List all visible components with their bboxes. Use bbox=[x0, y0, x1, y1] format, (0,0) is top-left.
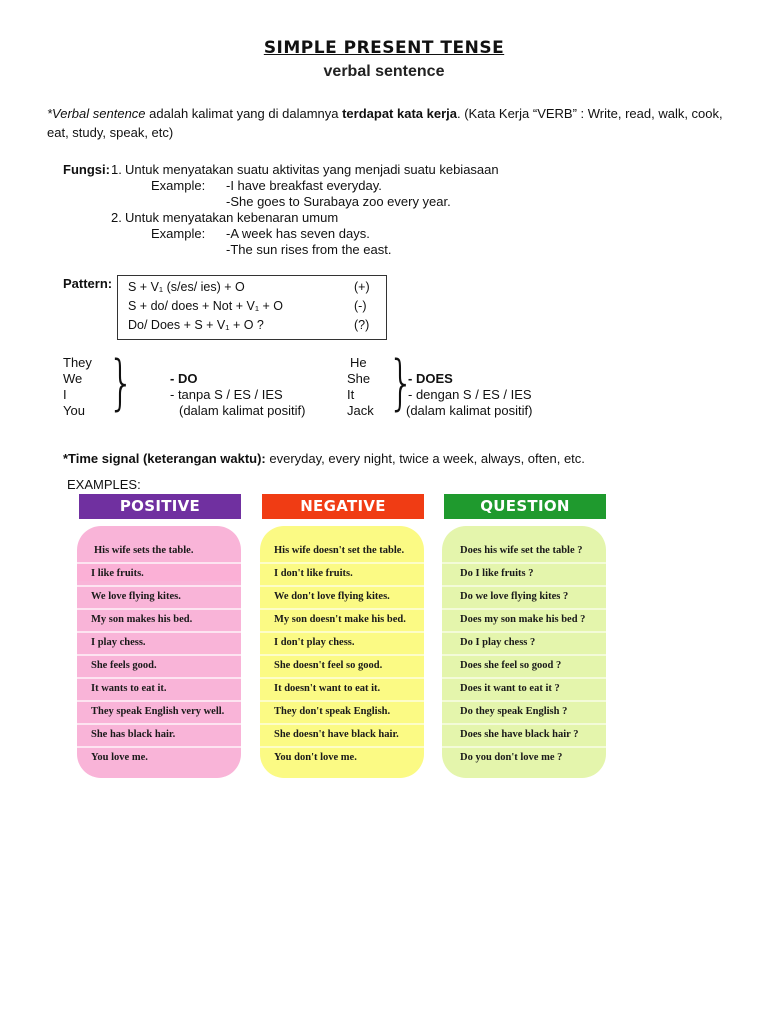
note-do: (dalam kalimat positif) bbox=[179, 403, 306, 418]
brace-icon: } bbox=[387, 348, 415, 418]
list-item: She doesn't have black hair. bbox=[260, 723, 424, 742]
page-title bbox=[0, 38, 768, 58]
fungsi-section bbox=[63, 162, 563, 262]
pattern-formula: S + do/ does + Not + V₁ + O bbox=[128, 299, 284, 313]
list-item: I play chess. bbox=[77, 631, 241, 650]
aux-do: - DO bbox=[170, 371, 198, 386]
fungsi-2-example-label: Example: bbox=[151, 226, 206, 241]
pattern-sign: (-) bbox=[354, 299, 367, 313]
subject: He bbox=[350, 355, 367, 370]
time-signal-label: *Time signal (keterangan waktu): bbox=[63, 451, 266, 466]
examples-label: EXAMPLES: bbox=[67, 477, 141, 492]
rule-do: - tanpa S / ES / IES bbox=[170, 387, 283, 402]
fungsi-1-number: 1. bbox=[111, 162, 122, 177]
list-item: Do they speak English ? bbox=[442, 700, 606, 719]
fungsi-1-example-1: -I have breakfast everyday. bbox=[226, 178, 382, 193]
subject: I bbox=[63, 387, 67, 402]
list-item: You love me. bbox=[77, 746, 241, 765]
fungsi-2-example-1: -A week has seven days. bbox=[226, 226, 370, 241]
list-item: My son doesn't make his bed. bbox=[260, 608, 424, 627]
list-item: I don't like fruits. bbox=[260, 562, 424, 581]
subject: Jack bbox=[347, 403, 374, 418]
aux-does: - DOES bbox=[408, 371, 453, 386]
pattern-sign: (?) bbox=[354, 318, 370, 332]
list-item: It wants to eat it. bbox=[77, 677, 241, 696]
subject: It bbox=[347, 387, 355, 402]
list-item: They speak English very well. bbox=[77, 700, 241, 719]
intro-text-2: . (Kata Kerja “VERB” : Write, read, walk, cook, eat, study, speak, etc) bbox=[47, 106, 723, 140]
pattern-formula: Do/ Does + S + V₁ + O ? bbox=[128, 318, 264, 332]
intro-text-1: adalah kalimat yang di dalamnya bbox=[145, 106, 343, 121]
list-item: Does it want to eat it ? bbox=[442, 677, 606, 696]
brace-icon: } bbox=[107, 348, 135, 418]
subject: They bbox=[63, 355, 92, 370]
negative-header: NEGATIVE bbox=[262, 494, 424, 519]
negative-column bbox=[262, 494, 424, 763]
do-rules bbox=[170, 371, 305, 419]
rule-does: - dengan S / ES / IES bbox=[408, 387, 532, 402]
subject: She bbox=[347, 371, 371, 386]
pronoun-group-do bbox=[63, 355, 92, 419]
list-item: She has black hair. bbox=[77, 723, 241, 742]
list-item: My son makes his bed. bbox=[77, 608, 241, 627]
page-subtitle: verbal sentence bbox=[323, 63, 445, 80]
intro-term: *Verbal sentence bbox=[47, 106, 146, 121]
pattern-row-question bbox=[128, 318, 264, 336]
fungsi-2-text: Untuk menyatakan kebenaran umum bbox=[125, 210, 339, 225]
fungsi-2-number: 2. bbox=[111, 210, 122, 225]
fungsi-1-text: Untuk menyatakan suatu aktivitas yang menjadi suatu kebiasaan bbox=[125, 162, 499, 177]
pattern-box bbox=[117, 275, 387, 340]
list-item: Does his wife set the table ? bbox=[460, 545, 583, 556]
list-item: I like fruits. bbox=[77, 562, 241, 581]
list-item: Does she have black hair ? bbox=[442, 723, 606, 742]
pattern-row-negative bbox=[128, 299, 283, 317]
pattern-label: Pattern: bbox=[63, 276, 113, 291]
note-does: (dalam kalimat positif) bbox=[406, 403, 533, 418]
subject: You bbox=[63, 403, 85, 418]
list-item: Do I like fruits ? bbox=[442, 562, 606, 581]
list-item: You don't love me. bbox=[260, 746, 424, 765]
pattern-sign: (+) bbox=[354, 280, 370, 294]
list-item: They don't speak English. bbox=[260, 700, 424, 719]
pattern-formula: S + V₁ (s/es/ ies) + O bbox=[128, 280, 245, 294]
pronoun-group-does bbox=[347, 355, 374, 419]
positive-column bbox=[79, 494, 241, 763]
question-card bbox=[442, 526, 606, 778]
list-item: We don't love flying kites. bbox=[260, 585, 424, 604]
time-signal bbox=[63, 451, 585, 466]
list-item: Does she feel so good ? bbox=[442, 654, 606, 673]
list-item: Do you don't love me ? bbox=[442, 746, 606, 765]
question-header: QUESTION bbox=[444, 494, 606, 519]
list-item: I don't play chess. bbox=[260, 631, 424, 650]
title-text: SIMPLE PRESENT TENSE bbox=[263, 38, 505, 58]
subject: We bbox=[63, 371, 83, 386]
negative-card bbox=[260, 526, 424, 778]
pattern-row-positive bbox=[128, 280, 245, 298]
list-item: We love flying kites. bbox=[77, 585, 241, 604]
does-rules bbox=[406, 371, 532, 419]
fungsi-1-example-2: -She goes to Surabaya zoo every year. bbox=[226, 194, 451, 209]
list-item: She doesn't feel so good. bbox=[260, 654, 424, 673]
intro-bold: terdapat kata kerja bbox=[342, 106, 457, 121]
list-item: His wife doesn't set the table. bbox=[274, 545, 405, 556]
positive-header: POSITIVE bbox=[79, 494, 241, 519]
intro-paragraph bbox=[47, 104, 737, 142]
positive-card bbox=[77, 526, 241, 778]
list-item: His wife sets the table. bbox=[94, 545, 194, 556]
list-item: Does my son make his bed ? bbox=[442, 608, 606, 627]
fungsi-label: Fungsi: bbox=[63, 162, 110, 177]
list-item: It doesn't want to eat it. bbox=[260, 677, 424, 696]
list-item: Do we love flying kites ? bbox=[442, 585, 606, 604]
fungsi-2-example-2: -The sun rises from the east. bbox=[226, 242, 392, 257]
list-item: Do I play chess ? bbox=[442, 631, 606, 650]
list-item: She feels good. bbox=[77, 654, 241, 673]
fungsi-1-example-label: Example: bbox=[151, 178, 206, 193]
time-signal-text: everyday, every night, twice a week, always, often, etc. bbox=[265, 451, 585, 466]
question-column bbox=[444, 494, 606, 763]
